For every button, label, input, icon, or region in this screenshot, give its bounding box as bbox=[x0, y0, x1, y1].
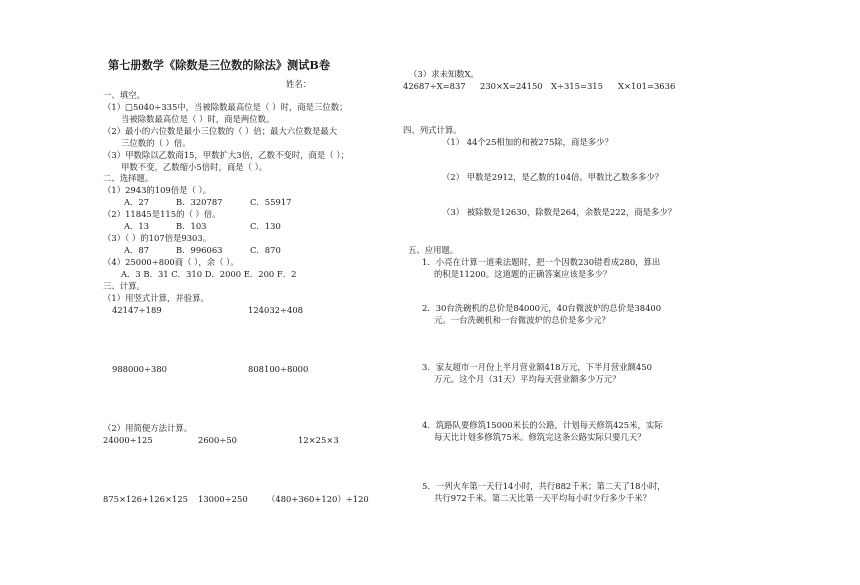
sec4-q2: （2） 甲数是2912，是乙数的104倍。甲数比乙数多多少？ bbox=[442, 172, 664, 182]
unknown-3: X÷315=315 bbox=[551, 81, 603, 91]
sec1-q3-line1: （3）甲数除以乙数商15，甲数扩大3倍，乙数不变时，商是（ ）； bbox=[103, 150, 349, 160]
sec2-q1-option-a: A．27 bbox=[124, 197, 150, 207]
sec5-q3-line2: 万元。这个月（31天）平均每天营业额多少万元？ bbox=[434, 374, 621, 384]
sec2-q3-option-b: B．996063 bbox=[176, 245, 223, 255]
calc-3: 988000÷380 bbox=[112, 364, 167, 374]
sec4-q3: （3） 被除数是12630，除数是264，余数是222，商是多少？ bbox=[442, 207, 677, 217]
sec3-sub2: （2）用简便方法计算。 bbox=[103, 423, 193, 433]
sec2-q4-options: A．3 B．31 C．310 D．2000 E．200 F．2 bbox=[121, 269, 297, 279]
sec5-q1-line2: 的积是11200。这道题的正确答案应该是多少？ bbox=[434, 269, 612, 279]
sec5-q5-line1: 5．一列火车第一天行14小时，共行882千米；第二天了18小时， bbox=[422, 481, 666, 491]
unknown-4: X×101=3636 bbox=[618, 81, 676, 91]
sec2-q3: （3）（ ）的107倍是9303。 bbox=[103, 233, 212, 243]
simple-1: 24000÷125 bbox=[103, 435, 153, 445]
sec5-heading: 五、应用题。 bbox=[408, 245, 459, 255]
sec2-q2-option-b: B．103 bbox=[176, 221, 207, 231]
page-title: 第七册数学《除数是三位数的除法》测试B卷 bbox=[108, 58, 331, 72]
sec5-q1-line1: 1．小亮在计算一道乘法题时，把一个因数230错看成280，算出 bbox=[422, 257, 661, 267]
sec5-q4-line2: 每天比计划多修筑75米。修筑完这条公路实际只要几天？ bbox=[434, 432, 646, 442]
sec2-q2-option-a: A．13 bbox=[124, 221, 150, 231]
sec5-q5-line2: 共行972千米。第二天比第一天平均每小时少行多少千米？ bbox=[434, 493, 651, 503]
sec1-heading: 一、填空。 bbox=[103, 90, 145, 100]
sec2-q1-option-b: B．320787 bbox=[176, 197, 223, 207]
sec4-heading: 四、列式计算。 bbox=[403, 125, 462, 135]
simple-4: 875×126+126×125 bbox=[103, 494, 188, 504]
unknown-1: 42687÷X=837 bbox=[403, 81, 466, 91]
calc-4: 808100÷8000 bbox=[248, 364, 309, 374]
unknown-2: 230×X=24150 bbox=[480, 81, 543, 91]
sec5-q2-line1: 2．30台洗碗机的总价是84000元，40台微波炉的总价是38400 bbox=[422, 303, 662, 313]
sec2-q4: （4）25000÷800商（ ），余（ ）。 bbox=[103, 257, 239, 267]
sec5-q3-line1: 3．家友超市一月份上半月营业额418万元，下半月营业额450 bbox=[422, 362, 652, 372]
sec5-q2-line2: 元。一台洗碗机和一台微波炉的总价是多少元？ bbox=[434, 315, 610, 325]
sec2-q1: （1）2943的109倍是（ ）。 bbox=[103, 185, 212, 195]
calc-1: 42147÷189 bbox=[112, 305, 162, 315]
name-label: 姓名： bbox=[286, 79, 312, 89]
simple-6: （480+360+120）÷120 bbox=[267, 494, 369, 504]
sec2-q3-option-a: A．87 bbox=[124, 245, 150, 255]
sec2-q3-option-c: C．870 bbox=[250, 245, 281, 255]
sec2-q2-option-c: C．130 bbox=[250, 221, 281, 231]
sec1-q3-line2: 甲数不变，乙数缩小5倍时，商是（ ）。 bbox=[121, 162, 268, 172]
sec2-q1-option-c: C．55917 bbox=[250, 197, 292, 207]
sec3-sub1: （1）用竖式计算，并验算。 bbox=[103, 293, 209, 303]
sec1-q2-line2: 三位数的（ ）倍。 bbox=[121, 138, 191, 148]
sec3-sub3: （3）求未知数X。 bbox=[409, 69, 479, 79]
sec1-q1-line1: （1）□5040÷335中，当被除数最高位是（ ）时，商是三位数； bbox=[103, 102, 348, 112]
sec1-q1-line2: 当被除数最高位是（ ）时，商是两位数。 bbox=[121, 114, 275, 124]
sec2-heading: 二、选择题。 bbox=[103, 173, 154, 183]
simple-2: 2600÷50 bbox=[198, 435, 237, 445]
sec2-q2: （2）11845是115的（ ）倍。 bbox=[103, 209, 221, 219]
sec4-q1: （1） 44个25相加的和被275除，商是多少？ bbox=[442, 137, 613, 147]
sec3-heading: 三、计算。 bbox=[103, 281, 145, 291]
calc-2: 124032÷408 bbox=[248, 305, 303, 315]
sec5-q4-line1: 4．筑路队要修筑15000米长的公路，计划每天修筑425米，实际 bbox=[422, 420, 663, 430]
sec1-q2-line1: （2）最小的六位数是最小三位数的（ ）倍；最大六位数是最大 bbox=[103, 126, 338, 136]
simple-5: 13000÷250 bbox=[198, 494, 248, 504]
simple-3: 12×25×3 bbox=[298, 435, 339, 445]
